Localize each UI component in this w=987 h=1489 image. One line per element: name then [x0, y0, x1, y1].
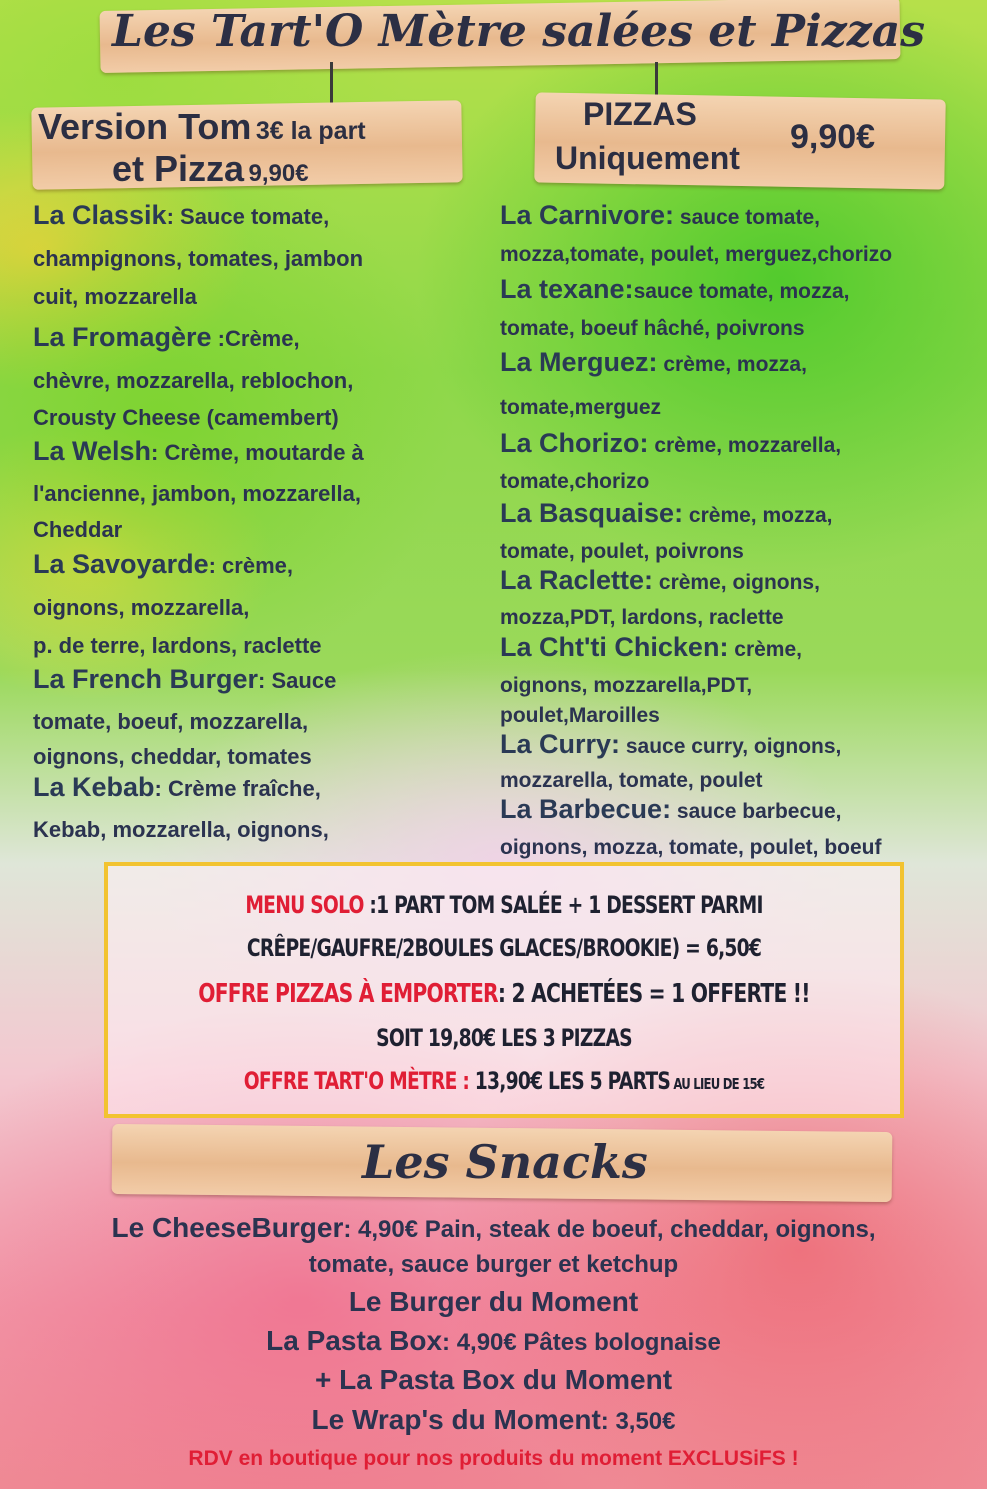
promo-pizzas-emporter: OFFRE PIZZAS À EMPORTER: 2 ACHETÉES = 1 OFFERTE !!	[198, 979, 810, 1009]
part-price: 3€ la part	[255, 117, 366, 145]
item-name: La Savoyarde	[33, 549, 209, 579]
snacks-title: Les Snacks	[362, 1135, 648, 1189]
pizzas-price: 9,90€	[790, 118, 876, 156]
left-header-line2	[112, 148, 309, 190]
hanging-rope-left	[330, 62, 333, 108]
promo-3-pizzas: SOIT 19,80€ LES 3 PIZZAS	[376, 1024, 632, 1052]
list-item: La Classik: Sauce tomate, champignons, tomates, jambon cuit, mozzarella	[33, 200, 364, 309]
footer-note: RDV en boutique pour nos produits du moment EXCLUSiFS !	[188, 1447, 799, 1470]
list-item: La Chorizo: crème, mozzarella, tomate,chorizo	[500, 428, 842, 493]
list-item: La Fromagère :Crème, chèvre, mozzarella, reblochon, Crousty Cheese (camembert)	[33, 322, 354, 430]
list-item: La Carnivore: sauce tomate, mozza,tomate, poulet, merguez,chorizo	[500, 200, 893, 266]
et-pizza-label: et Pizza	[112, 148, 245, 189]
item-name: La Carnivore:	[500, 200, 675, 230]
list-item: La Kebab: Crème fraîche, Kebab, mozzarella, oignons,	[33, 772, 329, 842]
item-name: La Merguez:	[500, 347, 658, 377]
list-item: La Curry: sauce curry, oignons, mozzarella, tomate, poulet	[500, 729, 842, 792]
left-header	[38, 106, 366, 148]
list-item: La Barbecue: sauce barbecue, oignons, mozza, tomate, poulet, boeuf	[500, 794, 882, 859]
promo-menu-solo: MENU SOLO :1 PART TOM SALÉE + 1 DESSERT PARMI	[245, 891, 763, 919]
item-name: La Raclette:	[500, 565, 654, 595]
item-name: La Barbecue:	[500, 794, 672, 824]
item-name: La texane:	[500, 274, 634, 304]
list-item: La Merguez: crème, mozza, tomate,merguez	[500, 347, 807, 419]
pizza-list	[500, 196, 980, 863]
list-item: La Basquaise: crème, mozza, tomate, poulet, poivrons	[500, 498, 833, 563]
snack-burger-moment: Le Burger du Moment	[348, 1286, 639, 1317]
promo-tarto-metre: OFFRE TART'O MÈTRE : 13,90€ LES 5 PARTS AU LIEU DE 15€	[243, 1067, 765, 1095]
item-name: La French Burger	[33, 664, 259, 694]
snack-pasta-box: La Pasta Box: 4,90€ Pâtes bolognaise	[266, 1325, 721, 1356]
item-name: La Curry:	[500, 729, 621, 759]
item-name: La Cht'ti Chicken:	[500, 632, 729, 662]
list-item: La French Burger: Sauce tomate, boeuf, mozzarella, oignons, cheddar, tomates	[33, 664, 337, 769]
page-title: Les Tart'O Mètre salées et Pizzas	[112, 6, 925, 57]
snack-wrap: Le Wrap's du Moment: 3,50€	[311, 1404, 676, 1435]
snack-cheeseburger: Le CheeseBurger: 4,90€ Pain, steak de boeuf, cheddar, oignons,	[111, 1212, 876, 1243]
tom-list	[33, 196, 483, 849]
item-name: La Kebab	[33, 772, 155, 802]
item-name: La Fromagère	[33, 322, 212, 352]
item-name: La Welsh	[33, 436, 152, 466]
list-item: La Raclette: crème, oignons, mozza,PDT, lardons, raclette	[500, 565, 820, 629]
item-name: La Classik	[33, 200, 167, 230]
promo-box	[104, 862, 904, 1118]
snack-cheeseburger-desc: tomate, sauce burger et ketchup	[308, 1251, 679, 1278]
list-item: La Cht'ti Chicken: crème, oignons, mozzarella,PDT, poulet,Maroilles	[500, 632, 802, 727]
promo-desserts: CRÊPE/GAUFRE/2BOULES GLACES/BROOKIE) = 6,50€	[246, 934, 762, 962]
snack-pasta-box-moment: + La Pasta Box du Moment	[314, 1364, 673, 1395]
list-item: La Welsh: Crème, moutarde à l'ancienne, jambon, mozzarella, Cheddar	[33, 436, 364, 542]
pizza-price: 9,90€	[248, 160, 309, 187]
pizzas-label: PIZZAS	[583, 96, 697, 132]
list-item: La texane:sauce tomate, mozza, tomate, boeuf hâché, poivrons	[500, 274, 850, 340]
version-tom-label: Version Tom	[38, 106, 252, 147]
item-name: La Chorizo:	[500, 428, 649, 458]
uniquement-label: Uniquement	[555, 140, 740, 176]
list-item: La Savoyarde: crème, oignons, mozzarella, p. de terre, lardons, raclette	[33, 549, 322, 658]
item-name: La Basquaise:	[500, 498, 684, 528]
